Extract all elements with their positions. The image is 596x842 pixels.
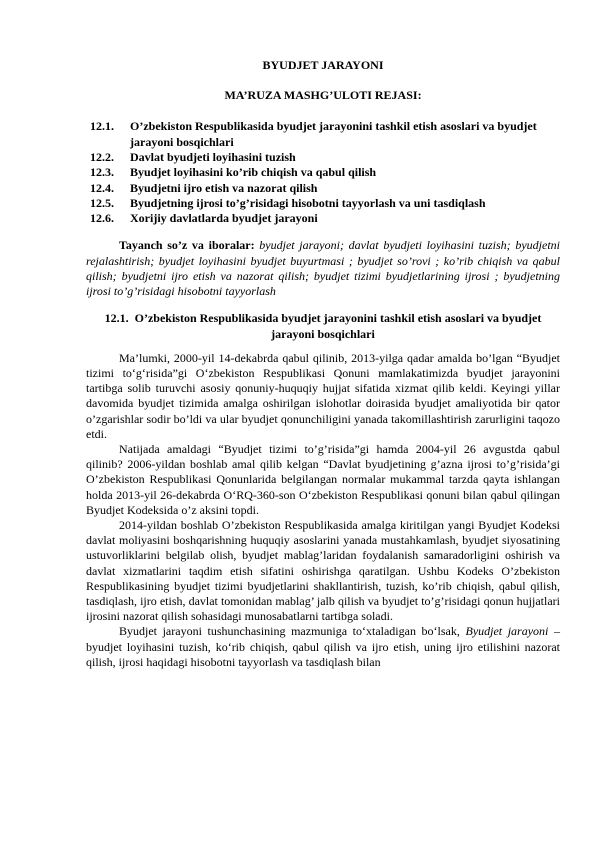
section-title: O’zbekiston Respublikasida byudjet jarayonini tashkil etish asoslari va byudjet jarayoni bosqichlari: [134, 311, 542, 341]
lecture-plan-heading: MA’RUZA MASHG’ULOTI REJASI:: [224, 88, 422, 103]
section-number: 12.1.: [104, 311, 129, 326]
section-heading: [86, 311, 560, 341]
plan-item-text: Davlat byudjeti loyihasini tuzish: [130, 150, 296, 164]
body-paragraph-1: Ma’lumki, 2000-yil 14-dekabrda qabul qilinib, 2013-yilga qadar amalda bo’lgan “Byudjet tizimi to‘g‘risida”gi O‘zbekiston Respublikasi Qonuni mamlakatimizda byudjet jarayonini tartibga solib turuvchi asosiy qonuniy-huquqiy hujjat sifatida xizmat qilib keldi. Keyingi yillar davomida byudjet tizimida amalga oshirilgan islohotlar doirasida byudjet amaliyotida bir qator o’zgarishlar sodir bo’ldi va ular byudjet qonunchiligini yanada takomillashtirish zarurligini taqozo etdi.: [86, 350, 560, 441]
plan-item: [86, 196, 560, 211]
plan-item-number: 12.2.: [90, 150, 114, 164]
plan-item-number: 12.6.: [90, 211, 114, 226]
plan-item-number: 12.5.: [90, 195, 114, 210]
plan-item-number: 12.1.: [90, 119, 114, 134]
body-paragraph-3: 2014-yildan boshlab O’zbekiston Respublikasida amalga kiritilgan yangi Byudjet Kodeksi davlat moliyasini boshqarishning huquqiy asoslarini yanada mustahkamlash, byudjet siyosatining ustuvorliklarini belgilab olish, byudjet mablag’laridan foydalanish samaradorligini oshirish va davlat xizmatlarini taqdim etish sifatini oshirishga qaratilgan. Ushbu Kodeks O’zbekiston Respublikasining byudjet tizimi byudjetlarini shakllantirish, tuzish, ko’rib chiqish, qabul qilish, tasdiqlash, ijro etish, davlat tomonidan mablag’ jalb qilish va byudjet to’g’risidagi qonun hujjatlari ijrosini nazorat qilish sohasidagi munosabatlarni tartibga soladi.: [86, 517, 560, 624]
plan-item: [86, 181, 560, 196]
keywords-label: Tayanch so’z va iboralar:: [119, 238, 255, 253]
plan-item-text: Byudjetning ijrosi to’g’risidagi hisobotni tayyorlash va uni tasdiqlash: [130, 195, 486, 210]
document-page: [86, 58, 560, 670]
plan-item: [86, 165, 560, 180]
body-paragraph-2: Natijada amaldagi “Byudjet tizimi to’g’risida”gi hamda 2004-yil 26 avgustda qabul qilinib? 2006-yildan boshlab amal qilib kelgan “Davlat byudjetining g’azna ijrosi to’g’risida’gi O’zbekiston Respublikasi Qonunlarida belgilangan normalar mukammal tarzda qayta ishlangan holda 2013-yil 26-dekabrda O‘RQ-360-son O‘zbekiston Respublikasi qonuni bilan qabul qilingan Byudjet Kodeksida o’z aksini topdi.: [86, 441, 560, 517]
paragraph-4-start: Byudjet jarayoni tushunchasining mazmuniga to‘xtaladigan bo‘lsak,: [119, 624, 460, 639]
plan-item-number: 12.3.: [90, 165, 114, 180]
lecture-plan-list: [86, 119, 560, 226]
body-paragraph-4: [86, 624, 560, 670]
plan-item-text: Byudjet loyihasini ko’rib chiqish va qabul qilish: [130, 165, 377, 180]
plan-item-text: Byudjetni ijro etish va nazorat qilish: [130, 180, 318, 195]
plan-item-number: 12.4.: [90, 180, 114, 195]
paragraph-4-rest: – byudjet loyihasini tuzish, ko‘rib chiqish, qabul qilish va ijro etish, uning ijro etilishini nazorat qilish, ijrosi haqidagi hisobotni tayyorlash va tasdiqlash bilan: [86, 624, 560, 669]
paragraph-4-term: Byudjet jarayoni: [465, 624, 549, 639]
keywords-text: byudjet jarayoni; davlat byudjeti loyihasini tuzish; byudjetni rejalashtirish; byudjet loyihasini byudjet buyurtmasi ; byudjet so’rovi ; ko’rib chiqish va qabul qilish; byudjetni ijro etish va nazorat qilish; byudjet tizimi byudjetlarining ijrosi ; byudjetning ijrosi to’g’risidagi hisobotni tayyorlash: [86, 238, 561, 299]
plan-item-text: Xorijiy davlatlarda byudjet jarayoni: [130, 211, 318, 226]
keywords-paragraph: [86, 238, 560, 299]
plan-item: [86, 211, 560, 226]
document-title: BYUDJET JARAYONI: [262, 58, 384, 72]
plan-item-text: O’zbekiston Respublikasida byudjet jarayonini tashkil etish asoslari va byudjet jarayoni bosqichlari: [130, 119, 537, 149]
plan-item: [86, 150, 560, 165]
plan-item: [86, 119, 560, 150]
